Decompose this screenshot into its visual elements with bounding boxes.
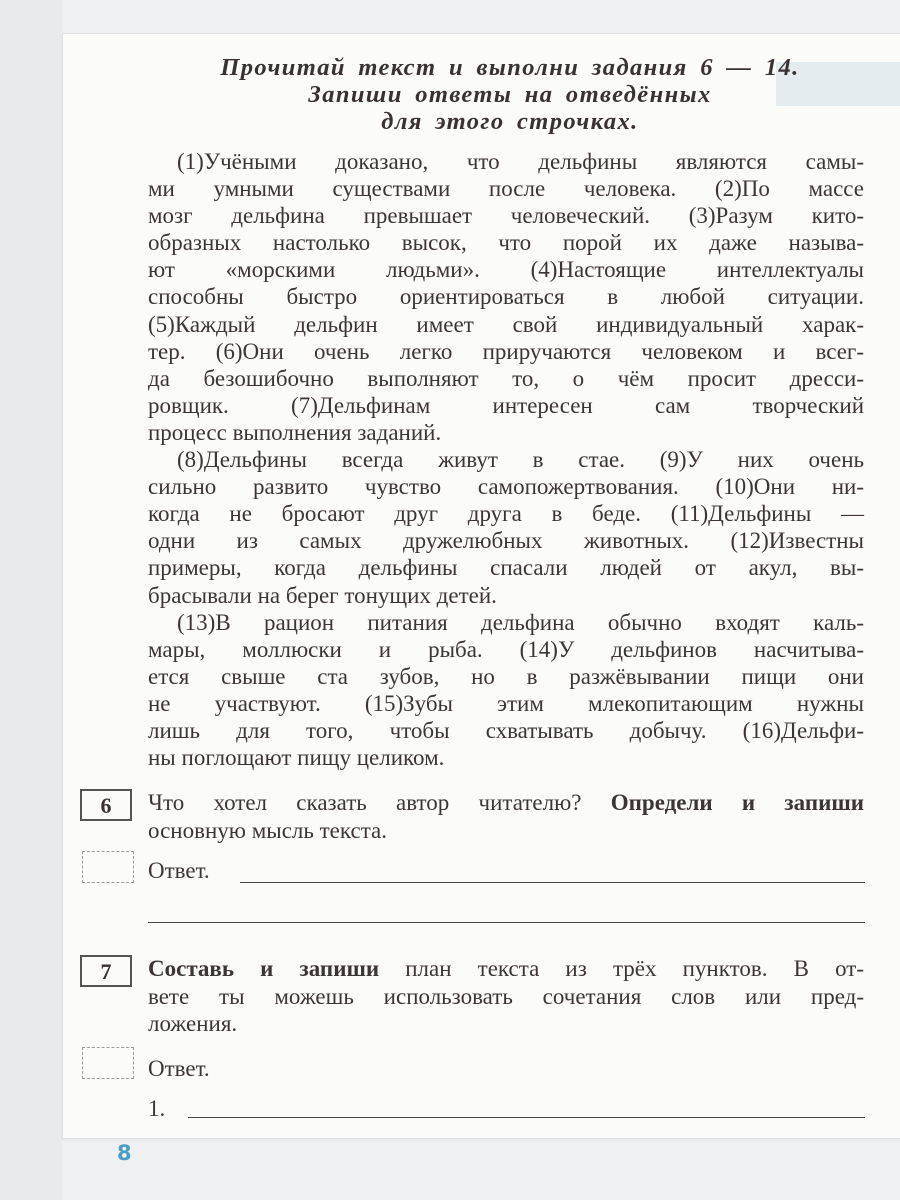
text-line: да безошибочно выполняют то, о чём просит дресси-: [148, 365, 864, 391]
text-line: ровщик. (7)Дельфинам интересен сам творческий: [148, 392, 864, 418]
text-line: мары, моллюски и рыба. (14)У дельфинов насчитыва-: [148, 636, 864, 662]
task-number-badge: 6: [80, 789, 132, 821]
instructions-line: Прочитай текст и выполни задания 6 — 14.: [220, 54, 800, 81]
task-prompt: [148, 955, 864, 1038]
prompt-text: план текста из трёх пунктов. В от-: [379, 956, 864, 981]
text-line: ется свыше ста зубов, но в разжёвывании пищи они: [148, 663, 864, 689]
plan-item-1-line[interactable]: [188, 1117, 865, 1118]
paragraph: [148, 148, 864, 446]
text-line: брасывали на берег тонущих детей.: [148, 582, 497, 608]
prompt-line: ложения.: [148, 1011, 238, 1036]
answer-label: Ответ.: [148, 858, 210, 883]
text-line: одни из самых дружелюбных животных. (12)Известны: [148, 528, 864, 554]
paragraph: [148, 609, 864, 772]
text-line: не участвуют. (15)Зубы этим млекопитающим нужны: [148, 690, 864, 716]
text-line: ми умными существами после человека. (2)По массе: [148, 176, 864, 202]
text-line: мозг дельфина превышает человеческий. (3)Разум кито-: [148, 203, 864, 229]
text-line: примеры, когда дельфины спасали людей от акул, вы-: [148, 555, 864, 581]
text-line: процесс выполнения заданий.: [148, 419, 442, 445]
task-7: [80, 955, 870, 1125]
prompt-emphasis: Определи и запиши: [610, 790, 864, 815]
prompt-emphasis: Составь и запиши: [148, 956, 380, 981]
text-line: сильно развито чувство самопожертвования. (10)Они ни-: [148, 474, 864, 500]
text-line: способны быстро ориентироваться в любой ситуации.: [148, 284, 864, 310]
task-number-badge: 7: [80, 955, 132, 987]
prompt-text: Что хотел сказать автор читателю?: [148, 790, 611, 815]
task-6: [80, 789, 870, 929]
task-prompt: [148, 789, 864, 844]
text-line: ны поглощают пищу целиком.: [148, 745, 445, 771]
reading-passage: [148, 148, 864, 771]
prompt-line: [148, 789, 864, 817]
text-line: образных настолько высок, что порой их даже называ-: [148, 230, 864, 256]
answer-line-2[interactable]: [148, 922, 865, 923]
answer-line-1[interactable]: [240, 882, 865, 883]
text-line: лишь для того, чтобы схватывать добычу. (16)Дельфи-: [148, 717, 864, 743]
plan-item-number: 1.: [148, 1096, 166, 1121]
instructions-line: для этого строчках.: [381, 108, 639, 135]
text-line: (5)Каждый дельфин имеет свой индивидуальный харак-: [148, 311, 864, 337]
page-number: 8: [117, 1141, 132, 1165]
text-line: (1)Учёными доказано, что дельфины являются самы-: [177, 149, 864, 174]
text-line: когда не бросают друг друга в беде. (11)Дельфины —: [148, 501, 864, 527]
prompt-line: основную мысль текста.: [148, 817, 387, 843]
prompt-line: [148, 955, 864, 983]
paragraph: [148, 446, 864, 609]
score-box[interactable]: [82, 1047, 134, 1079]
text-line: ют «морскими людьми». (4)Настоящие интеллектуалы: [148, 257, 864, 283]
answer-label: Ответ.: [148, 1056, 210, 1081]
instructions-heading: [150, 54, 870, 135]
text-line: (8)Дельфины всегда живут в стае. (9)У них очень: [177, 447, 864, 473]
page-margin: [0, 0, 62, 1200]
prompt-line: вете ты можешь использовать сочетания слов или пред-: [148, 983, 864, 1009]
score-box[interactable]: [82, 851, 134, 883]
text-line: тер. (6)Они очень легко приручаются человеком и всег-: [148, 338, 864, 364]
instructions-line: Запиши ответы на отведённых: [308, 81, 712, 108]
text-line: (13)В рацион питания дельфина обычно входят каль-: [177, 609, 864, 635]
